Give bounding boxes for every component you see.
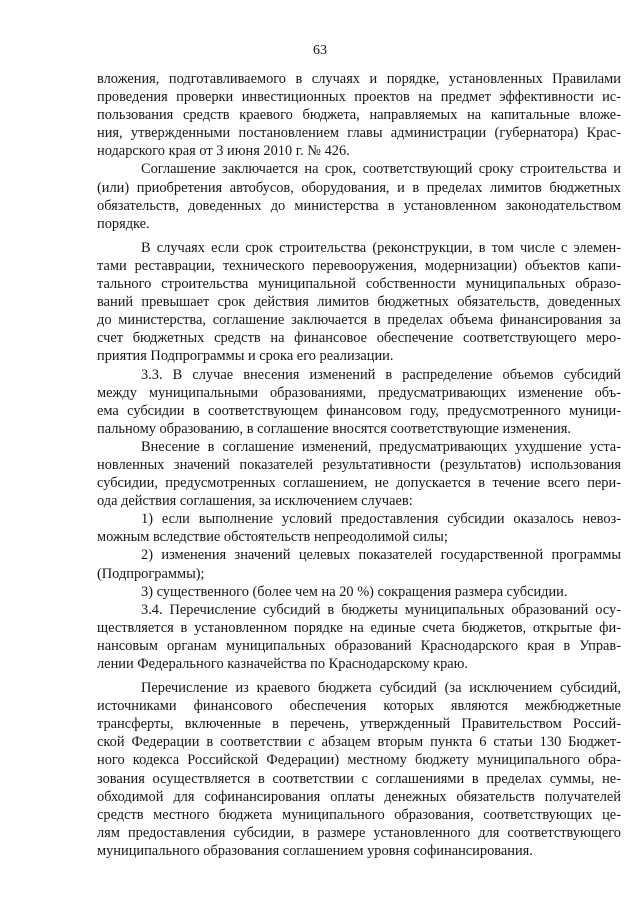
text-line: пальному образованию, в соглашение вносятся соответствующие изменения. bbox=[97, 420, 571, 437]
text-line: 3) существенного (более чем на 20 %) сокращения размера субсидии. bbox=[141, 583, 568, 600]
text-line: ода действия соглашения, за исключением случаев: bbox=[97, 493, 413, 510]
paragraph-3 bbox=[97, 239, 621, 366]
text-line: Внесение в соглашение изменений, предусматривающих ухудшение уста- bbox=[141, 438, 621, 455]
text-line: порядке. bbox=[97, 215, 150, 232]
text-line: ществляется в установленном порядке на единые счета бюджетов, открытые фи- bbox=[97, 619, 621, 636]
page-number: 63 bbox=[313, 43, 327, 58]
text-line: (или) приобретения автобусов, оборудования, и в пределах лимитов бюджетных bbox=[97, 179, 621, 196]
list-item-1 bbox=[97, 510, 621, 546]
text-line: обязательств, доведенных до министерства в установленном законодательством bbox=[97, 197, 621, 214]
text-line: вложения, подготавливаемого в случаях и порядке, установленных Правилами bbox=[97, 71, 621, 87]
text-line: 3.3. В случае внесения изменений в распределение объемов субсидий bbox=[141, 366, 621, 383]
text-line: 3.4. Перечисление субсидий в бюджеты муниципальных образований осу- bbox=[141, 601, 621, 618]
text-line: трансферты, включенные в перечень, утвержденный Правительством Россий- bbox=[97, 716, 621, 733]
paragraph-5 bbox=[97, 438, 621, 510]
paragraph-4 bbox=[97, 366, 621, 438]
text-line: муниципального образования соглашением уровня софинансирования. bbox=[97, 842, 533, 859]
text-line: зования осуществляется в соответствии с соглашениями в пределах суммы, не- bbox=[97, 770, 621, 787]
text-line: счет бюджетных средств на финансовое обеспечение соответствующего меро- bbox=[97, 330, 621, 347]
text-line: Соглашение заключается на срок, соответствующий сроку строительства и bbox=[141, 161, 621, 178]
text-line: 2) изменения значений целевых показателей государственной программы bbox=[141, 547, 621, 564]
text-line: ния, утвержденными постановлением главы администрации (губернатора) Крас- bbox=[97, 125, 621, 142]
text-line: В случаях если срок строительства (реконструкции, в том числе с элемен- bbox=[141, 239, 621, 256]
text-line: пользования средств краевого бюджета, направляемых на капитальные вложе- bbox=[97, 107, 621, 124]
text-line: источниками финансового обеспечения которых являются межбюджетные bbox=[97, 698, 621, 715]
text-line: ской Федерации в соответствии с абзацем вторым пункта 6 статьи 130 Бюджет- bbox=[97, 734, 621, 751]
text-line: средств местного бюджета муниципального образования, соответствующих це- bbox=[97, 806, 621, 823]
text-line: ного кодекса Российской Федерации) местному бюджету муниципального обра- bbox=[97, 752, 621, 769]
text-line: субсидии, предусмотренных соглашением, не допускается в течение всего пери- bbox=[97, 475, 621, 492]
list-item-3 bbox=[97, 583, 621, 601]
text-line: Перечисление из краевого бюджета субсидий (за исключением субсидий, bbox=[141, 680, 621, 697]
text-line: тального строительства муниципальной собственности муниципальных образо- bbox=[97, 276, 621, 293]
text-line: новленных значений показателей результативности (результатов) использования bbox=[97, 456, 621, 473]
text-line: 1) если выполнение условий предоставления субсидии оказалось невоз- bbox=[141, 511, 621, 528]
text-line: ема субсидии в соответствующем финансовом году, предусмотренного муници- bbox=[97, 402, 621, 419]
text-line: нодарского края от 3 июня 2010 г. № 426. bbox=[97, 143, 350, 160]
text-line: лям предоставления субсидии, в размере установленного для соответствующего bbox=[97, 824, 621, 841]
list-item-2 bbox=[97, 546, 621, 582]
text-line: лении Федерального казначейства по Краснодарскому краю. bbox=[97, 656, 469, 672]
text-line: до министерства, соглашение заключается в пределах объема финансирования за bbox=[97, 312, 621, 329]
text-line: можным вследствие обстоятельств непреодолимой силы; bbox=[97, 529, 448, 546]
paragraph-7 bbox=[97, 679, 621, 860]
text-line: нансовым органам муниципальных образований Краснодарского края в Управ- bbox=[97, 637, 621, 654]
text-line: проведения проверки инвестиционных проектов на предмет эффективности ис- bbox=[97, 89, 621, 106]
paragraph-6 bbox=[97, 601, 621, 673]
paragraph-1 bbox=[97, 70, 621, 160]
text-line: приятия Подпрограммы и срока его реализации. bbox=[97, 348, 394, 365]
text-line: обходимой для софинансирования оплаты денежных обязательств получателей bbox=[97, 788, 621, 805]
text-line: (Подпрограммы); bbox=[97, 565, 205, 582]
text-line: между муниципальными образованиями, предусматривающих изменение объ- bbox=[97, 384, 621, 401]
paragraph-2 bbox=[97, 160, 621, 232]
text-line: тами реставрации, технического перевооружения, модернизации) объектов капи- bbox=[97, 257, 621, 274]
text-line: ваний превышает срок действия лимитов бюджетных обязательств, доведенных bbox=[97, 294, 621, 311]
document-body bbox=[97, 70, 621, 860]
